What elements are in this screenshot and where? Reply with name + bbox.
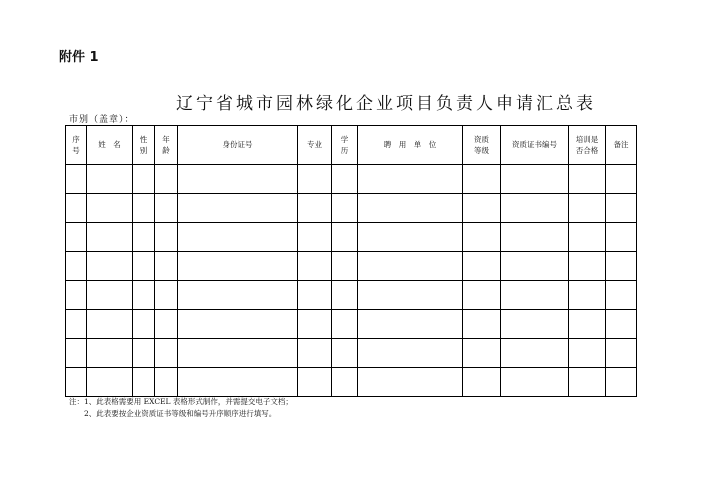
cell-employer[interactable] — [358, 310, 463, 339]
cell-name[interactable] — [87, 339, 133, 368]
cell-gender[interactable] — [133, 310, 155, 339]
cell-training-passed[interactable] — [569, 223, 606, 252]
cell-employer[interactable] — [358, 223, 463, 252]
cell-education[interactable] — [332, 252, 358, 281]
cell-training-passed[interactable] — [569, 339, 606, 368]
cell-education[interactable] — [332, 165, 358, 194]
cell-seq-no[interactable] — [66, 194, 87, 223]
note-1: 注：1、此表格需要用 EXCEL 表格形式制作，并需提交电子文档； — [69, 397, 293, 406]
cell-major[interactable] — [298, 194, 332, 223]
cell-seq-no[interactable] — [66, 223, 87, 252]
cell-id-number[interactable] — [178, 223, 298, 252]
cell-gender[interactable] — [133, 339, 155, 368]
cell-name[interactable] — [87, 223, 133, 252]
cell-name[interactable] — [87, 310, 133, 339]
cell-employer[interactable] — [358, 339, 463, 368]
table-row — [66, 223, 637, 252]
cell-major[interactable] — [298, 310, 332, 339]
cell-employer[interactable] — [358, 281, 463, 310]
note-2: 2、此表要按企业资质证书等级和编号升序顺序进行填写。 — [84, 409, 277, 418]
cell-age[interactable] — [155, 368, 178, 397]
table-row — [66, 281, 637, 310]
table-row — [66, 252, 637, 281]
cell-remarks[interactable] — [606, 252, 637, 281]
cell-major[interactable] — [298, 223, 332, 252]
cell-certificate-number[interactable] — [501, 165, 569, 194]
attachment-label: 附件 1 — [59, 50, 99, 65]
cell-id-number[interactable] — [178, 368, 298, 397]
cell-training-passed[interactable] — [569, 252, 606, 281]
cell-name[interactable] — [87, 194, 133, 223]
cell-age[interactable] — [155, 281, 178, 310]
cell-name[interactable] — [87, 368, 133, 397]
header-seq-no: 序 号 — [66, 126, 87, 165]
header-qualification-level: 资质 等级 — [463, 126, 501, 165]
cell-remarks[interactable] — [606, 310, 637, 339]
cell-id-number[interactable] — [178, 165, 298, 194]
cell-qualification-level[interactable] — [463, 194, 501, 223]
table-row — [66, 368, 637, 397]
table-row — [66, 339, 637, 368]
cell-education[interactable] — [332, 339, 358, 368]
header-education: 学 历 — [332, 126, 358, 165]
cell-employer[interactable] — [358, 165, 463, 194]
table-body — [66, 165, 637, 397]
cell-seq-no[interactable] — [66, 252, 87, 281]
cell-seq-no[interactable] — [66, 339, 87, 368]
summary-table — [65, 125, 637, 397]
cell-remarks[interactable] — [606, 281, 637, 310]
header-id-number: 身份证号 — [178, 126, 298, 165]
cell-gender[interactable] — [133, 281, 155, 310]
cell-training-passed[interactable] — [569, 165, 606, 194]
cell-major[interactable] — [298, 339, 332, 368]
header-certificate-number: 资质证书编号 — [501, 126, 569, 165]
cell-education[interactable] — [332, 194, 358, 223]
cell-qualification-level[interactable] — [463, 223, 501, 252]
cell-qualification-level[interactable] — [463, 368, 501, 397]
header-name: 姓 名 — [87, 126, 133, 165]
cell-name[interactable] — [87, 165, 133, 194]
cell-remarks[interactable] — [606, 194, 637, 223]
cell-name[interactable] — [87, 252, 133, 281]
cell-major[interactable] — [298, 368, 332, 397]
cell-name[interactable] — [87, 281, 133, 310]
header-row — [66, 126, 637, 165]
cell-training-passed[interactable] — [569, 368, 606, 397]
cell-remarks[interactable] — [606, 165, 637, 194]
header-remarks: 备注 — [606, 126, 637, 165]
table-row — [66, 310, 637, 339]
cell-employer[interactable] — [358, 194, 463, 223]
cell-certificate-number[interactable] — [501, 223, 569, 252]
cell-id-number[interactable] — [178, 281, 298, 310]
cell-certificate-number[interactable] — [501, 281, 569, 310]
cell-id-number[interactable] — [178, 194, 298, 223]
cell-age[interactable] — [155, 339, 178, 368]
cell-certificate-number[interactable] — [501, 368, 569, 397]
cell-gender[interactable] — [133, 368, 155, 397]
page-title: 辽宁省城市园林绿化企业项目负责人申请汇总表 — [176, 94, 596, 114]
cell-qualification-level[interactable] — [463, 281, 501, 310]
cell-gender[interactable] — [133, 165, 155, 194]
header-gender: 性 别 — [133, 126, 155, 165]
cell-employer[interactable] — [358, 252, 463, 281]
cell-certificate-number[interactable] — [501, 310, 569, 339]
cell-education[interactable] — [332, 281, 358, 310]
cell-education[interactable] — [332, 223, 358, 252]
cell-remarks[interactable] — [606, 368, 637, 397]
cell-gender[interactable] — [133, 252, 155, 281]
cell-certificate-number[interactable] — [501, 252, 569, 281]
cell-major[interactable] — [298, 281, 332, 310]
cell-remarks[interactable] — [606, 223, 637, 252]
cell-qualification-level[interactable] — [463, 165, 501, 194]
cell-major[interactable] — [298, 252, 332, 281]
cell-training-passed[interactable] — [569, 194, 606, 223]
header-employer: 聘 用 单 位 — [358, 126, 463, 165]
city-seal-label: 市别（盖章）： — [69, 115, 135, 125]
cell-age[interactable] — [155, 310, 178, 339]
cell-certificate-number[interactable] — [501, 339, 569, 368]
cell-certificate-number[interactable] — [501, 194, 569, 223]
cell-training-passed[interactable] — [569, 310, 606, 339]
cell-age[interactable] — [155, 223, 178, 252]
cell-education[interactable] — [332, 310, 358, 339]
cell-id-number[interactable] — [178, 252, 298, 281]
cell-qualification-level[interactable] — [463, 310, 501, 339]
cell-id-number[interactable] — [178, 310, 298, 339]
cell-seq-no[interactable] — [66, 368, 87, 397]
cell-education[interactable] — [332, 368, 358, 397]
table-row — [66, 194, 637, 223]
header-age: 年 龄 — [155, 126, 178, 165]
table-row — [66, 165, 637, 194]
cell-gender[interactable] — [133, 194, 155, 223]
cell-id-number[interactable] — [178, 339, 298, 368]
cell-seq-no[interactable] — [66, 165, 87, 194]
cell-employer[interactable] — [358, 368, 463, 397]
header-major: 专业 — [298, 126, 332, 165]
cell-qualification-level[interactable] — [463, 252, 501, 281]
cell-remarks[interactable] — [606, 339, 637, 368]
header-training-passed: 培训是 否合格 — [569, 126, 606, 165]
cell-major[interactable] — [298, 165, 332, 194]
cell-gender[interactable] — [133, 223, 155, 252]
cell-seq-no[interactable] — [66, 310, 87, 339]
cell-seq-no[interactable] — [66, 281, 87, 310]
cell-age[interactable] — [155, 165, 178, 194]
cell-age[interactable] — [155, 252, 178, 281]
cell-qualification-level[interactable] — [463, 339, 501, 368]
cell-training-passed[interactable] — [569, 281, 606, 310]
cell-age[interactable] — [155, 194, 178, 223]
